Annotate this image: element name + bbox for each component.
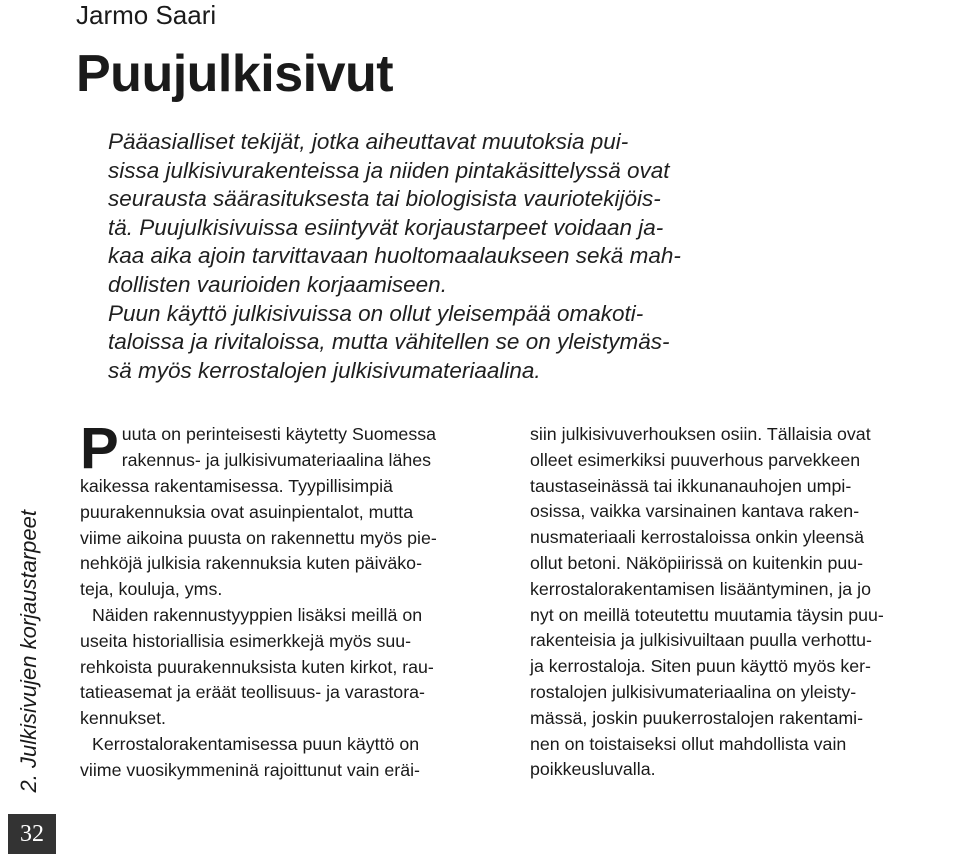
body-line: viime vuosikymmeninä rajoittunut vain eräi- bbox=[80, 759, 420, 780]
section-side-label bbox=[6, 430, 52, 792]
drop-cap: P bbox=[80, 416, 119, 481]
body-line: uuta on perinteisesti käytetty Suomessa bbox=[121, 424, 436, 444]
body-line: rehkoista puurakennuksista kuten kirkot, rau- bbox=[80, 656, 434, 677]
body-line: poikkeusluvalla. bbox=[530, 759, 656, 780]
lead-line: kaa aika ajoin tarvittavaan huoltomaalaukseen sekä mah- bbox=[108, 243, 681, 269]
lead-line: sissa julkisivurakenteissa ja niiden pintakäsittelyssä ovat bbox=[108, 157, 670, 183]
body-line: tatieasemat ja eräät teollisuus- ja varastora- bbox=[80, 682, 425, 703]
body-line: ja kerrostaloja. Siten puun käyttö myös ker- bbox=[530, 656, 871, 677]
lead-line: Puun käyttö julkisivuissa on ollut yleisempää omakoti- bbox=[108, 300, 644, 326]
page-title: Puujulkisivut bbox=[76, 45, 394, 103]
body-line: puurakennuksia ovat asuinpientalot, mutta bbox=[80, 501, 414, 522]
body-line: nusmateriaali kerrostaloissa onkin yleensä bbox=[530, 527, 865, 548]
body-line: osissa, vaikka varsinainen kantava raken- bbox=[530, 501, 860, 522]
body-line: nen on toistaiseksi ollut mahdollista vain bbox=[530, 733, 847, 754]
body-line: rakennus- ja julkisivumateriaalina lähes bbox=[121, 449, 432, 470]
page-number: 32 bbox=[8, 814, 56, 854]
body-line: olleet esimerkiksi puuverhous parvekkeen bbox=[530, 449, 861, 470]
lead-line: taloissa ja rivitaloissa, mutta vähitellen se on yleistymäs- bbox=[108, 329, 670, 355]
body-line: Näiden rakennustyyppien lisäksi meillä on bbox=[92, 604, 423, 625]
body-line: useita historiallisia esimerkkejä myös suu- bbox=[80, 630, 412, 651]
body-line: nyt on meillä toteutettu muutamia täysin puu- bbox=[530, 604, 884, 625]
body-line: mässä, joskin puukerrostalojen rakentami- bbox=[530, 707, 864, 728]
body-line: taustaseinässä tai ikkunanauhojen umpi- bbox=[530, 475, 852, 496]
body-line: rakenteisia ja julkisivuiltaan puulla verhottu- bbox=[530, 630, 872, 651]
lead-line: dollisten vaurioiden korjaamiseen. bbox=[108, 271, 447, 297]
lead-line: seurausta säärasituksesta tai biologisista vauriotekijöis- bbox=[108, 186, 661, 212]
body-line: kennukset. bbox=[80, 708, 166, 729]
body-line: nehköjä julkisia rakennuksia kuten päiväko- bbox=[80, 553, 422, 574]
body-line: siin julkisivuverhouksen osiin. Tällaisia ovat bbox=[530, 424, 871, 444]
body-line: kerrostalorakentamisen lisääntyminen, ja jo bbox=[530, 578, 871, 599]
section-side-label-text: 2. Julkisivujen korjaustarpeet bbox=[16, 509, 41, 792]
lead-line: Pääasialliset tekijät, jotka aiheuttavat muutoksia pui- bbox=[108, 129, 629, 154]
body-column-2 bbox=[530, 422, 960, 783]
body-line: ollut betoni. Näköpiirissä on kuitenkin puu- bbox=[530, 552, 864, 573]
body-line: Kerrostalorakentamisessa puun käyttö on bbox=[92, 733, 420, 754]
author-name: Jarmo Saari bbox=[76, 0, 217, 30]
body-line: kaikessa rakentamisessa. Tyypillisimpiä bbox=[80, 476, 393, 496]
lead-paragraph bbox=[108, 128, 738, 385]
body-line: viime aikoina puusta on rakennettu myös pie- bbox=[80, 527, 437, 548]
body-column-1 bbox=[80, 416, 505, 784]
body-line: rostalojen julkisivumateriaalina on yleisty- bbox=[530, 681, 857, 702]
body-line: teja, kouluja, yms. bbox=[80, 579, 223, 600]
lead-line: sä myös kerrostalojen julkisivumateriaalina. bbox=[108, 357, 541, 383]
lead-line: tä. Puujulkisivuissa esiintyvät korjaustarpeet voidaan ja- bbox=[108, 214, 664, 240]
